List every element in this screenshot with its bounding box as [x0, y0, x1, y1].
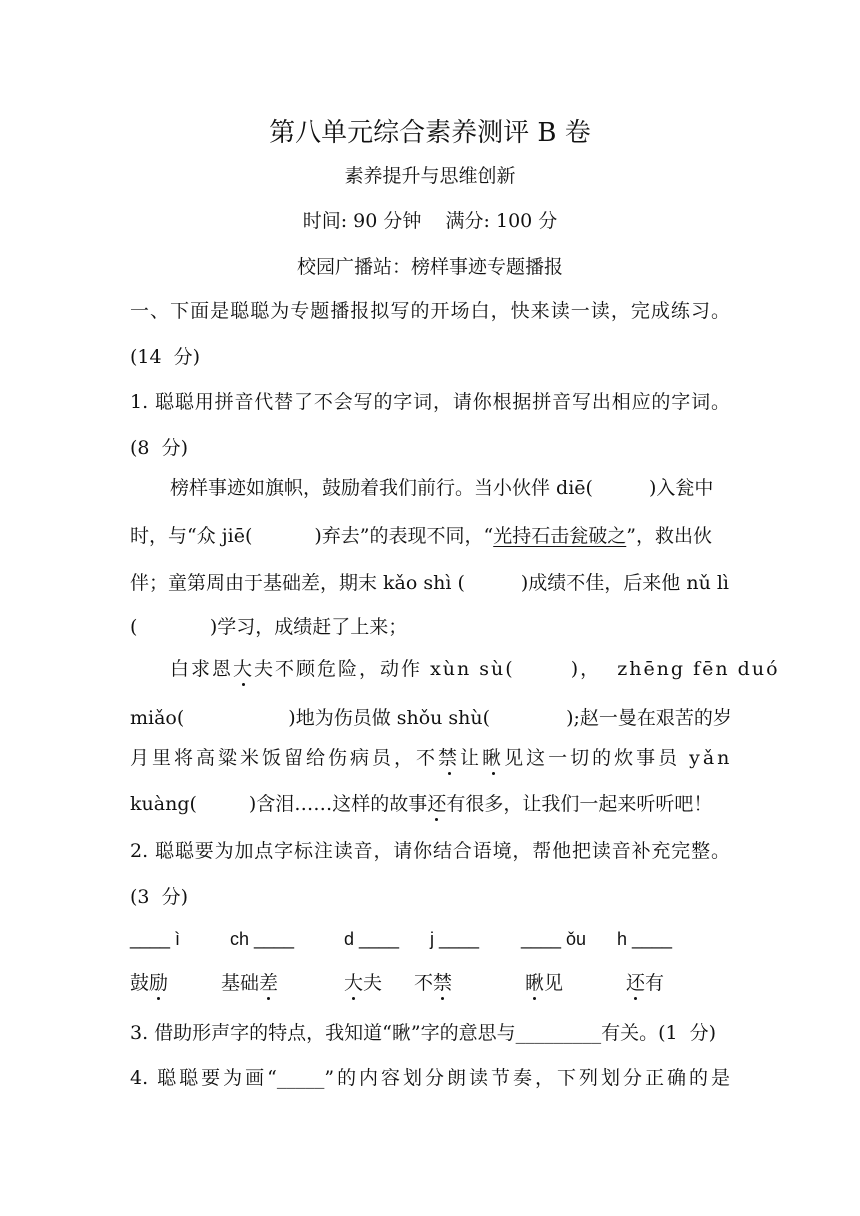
- passage-line-8: [130, 789, 712, 816]
- passage-line-2: [130, 521, 712, 548]
- passage-text: 时，与“众 jiē(: [130, 525, 253, 547]
- dotted-word: 还有: [626, 968, 664, 995]
- passage-text: 月里将高粱米饭留给伤病员，不: [130, 747, 439, 769]
- question-4-prompt: 4. 聪聪要为画“_____”的内容划分朗读节奏，下列划分正确的是: [130, 1067, 730, 1089]
- dotted-char: 还: [427, 789, 446, 816]
- passage-text: )， zhēng fēn duó: [570, 658, 780, 680]
- dotted-char: 大: [344, 968, 363, 995]
- dotted-word: 基础差: [221, 968, 278, 995]
- passage-line-6: [130, 703, 732, 730]
- section-1-heading: 一、下面是聪聪为专题播报拟写的开场白，快来读一读，完成练习。: [130, 300, 730, 322]
- passage-text: )地为伤员做 shǒu shù(: [288, 707, 491, 729]
- question-1-prompt: 1. 聪聪用拼音代替了不会写的字词，请你根据拼音写出相应的字词。: [130, 391, 730, 413]
- section-1-score: (14 分): [130, 346, 201, 368]
- passage-line-3: [130, 568, 729, 595]
- passage-line-4: ( )学习，成绩赶了上来；: [130, 616, 408, 638]
- passage-text: 夫不顾危险，动作 xùn sù(: [254, 658, 515, 680]
- pinyin-blank-1[interactable]: ____ ì: [130, 929, 181, 949]
- topic-heading: 校园广播站：榜样事迹专题播报: [296, 256, 563, 278]
- dotted-word: 大夫: [344, 968, 382, 995]
- passage-text: ”，救出伙: [626, 525, 712, 547]
- pinyin-blank-5[interactable]: ____ ǒu: [521, 929, 587, 949]
- subtitle: 素养提升与思维创新: [344, 165, 516, 187]
- question-1-score: (8 分): [130, 437, 188, 459]
- passage-text: kuàng(: [130, 793, 197, 815]
- passage-text: )含泪……这样的故事: [248, 793, 428, 815]
- passage-text: 白求恩: [170, 658, 234, 680]
- passage-text: 榜样事迹如旗帜，鼓励着我们前行。当小伙伴 diē(: [170, 477, 593, 499]
- passage-text: )弃去”的表现不同，“: [314, 525, 494, 547]
- question-3-prompt: 3. 借助形声字的特点，我知道“瞅”字的意思与_________有关。(1 分): [130, 1022, 717, 1044]
- dotted-word: 鼓励: [130, 968, 168, 995]
- dotted-char: 禁: [433, 968, 452, 995]
- passage-text: 有很多，让我们一起来听听吧！: [446, 793, 713, 815]
- dotted-char: 瞅: [525, 968, 544, 995]
- passage-text: 伴；童第周由于基础差，期末 kǎo shì (: [130, 572, 465, 594]
- passage-line-7: [130, 743, 732, 770]
- dotted-char: 禁: [438, 743, 460, 770]
- time-info: 时间: 90 分钟 满分: 100 分: [302, 210, 558, 232]
- passage-text: )入瓮中: [648, 477, 714, 499]
- dotted-char: 瞅: [482, 743, 504, 770]
- dotted-char: 还: [626, 968, 645, 995]
- pinyin-blank-4[interactable]: j ____: [430, 929, 480, 949]
- pinyin-blank-6[interactable]: h ____: [617, 929, 673, 949]
- passage-text: miǎo(: [130, 707, 185, 729]
- dotted-char: 差: [259, 968, 278, 995]
- question-2-prompt: 2. 聪聪要为加点字标注读音，请你结合语境，帮他把读音补充完整。: [130, 840, 730, 862]
- passage-line-1: [170, 473, 713, 500]
- dotted-char: 励: [149, 968, 168, 995]
- pinyin-blank-3[interactable]: d ____: [344, 929, 400, 949]
- passage-text: 让: [460, 747, 483, 769]
- underlined-text: 光持石击瓮破之: [493, 525, 627, 547]
- dotted-word: 不禁: [414, 968, 452, 995]
- passage-text: 见这一切的炊事员 yǎn: [504, 747, 733, 769]
- question-2-score: (3 分): [130, 886, 188, 908]
- dotted-char: 大: [233, 654, 254, 681]
- passage-text: )成绩不佳，后来他 nǔ lì: [520, 572, 730, 594]
- dotted-word: 瞅见: [525, 968, 563, 995]
- passage-line-5: [170, 654, 780, 681]
- page-title: 第八单元综合素养测评 B 卷: [269, 118, 591, 148]
- passage-text: );赵一曼在艰苦的岁: [566, 707, 732, 729]
- pinyin-blank-2[interactable]: ch ____: [230, 929, 295, 949]
